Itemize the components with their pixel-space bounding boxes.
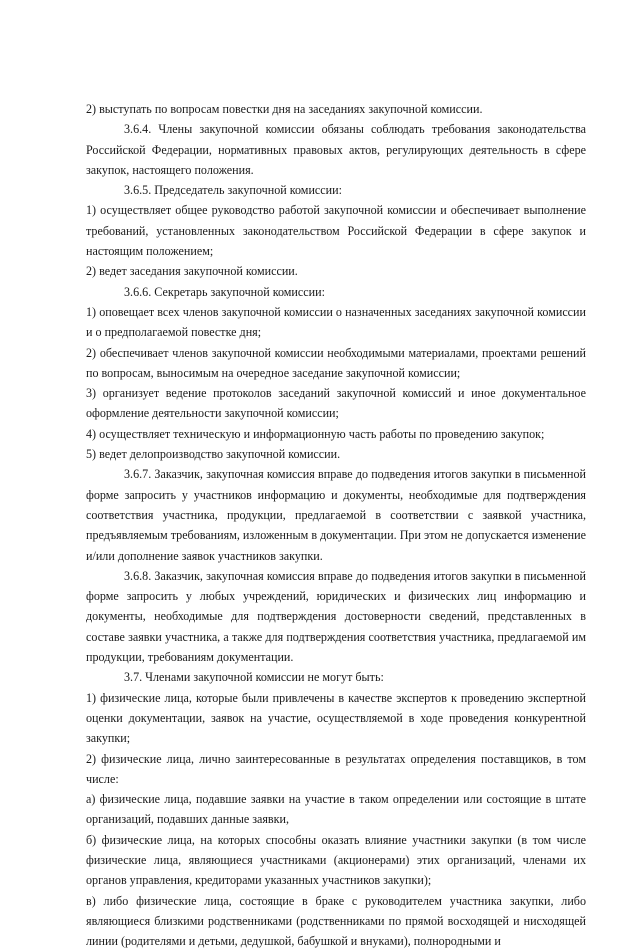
paragraph-18: б) физические лица, на которых способны оказать влияние участники закупки (в том числе физические лица, являющиеся участниками (акционерами) этих организаций, членами их органов управления, кредиторами указанных участников закупки); bbox=[86, 832, 586, 888]
paragraph-2: 3.6.4. Члены закупочной комиссии обязаны соблюдать требования законодательства Российской Федерации, нормативных правовых актов, регулирующих деятельность в сфере закупок, настоящего положения. bbox=[86, 122, 586, 177]
paragraph-3: 3.6.5. Председатель закупочной комиссии: bbox=[124, 183, 342, 198]
paragraph-8: 2) обеспечивает членов закупочной комиссии необходимыми материалами, проектами решений по вопросам, выносимым на очередное заседание закупочной комиссии; bbox=[86, 345, 586, 380]
paragraph-19: в) либо физические лица, состоящие в браке с руководителем участника закупки, либо являющиеся близкими родственниками (родственниками по прямой восходящей и нисходящей линии (родителями и детьми, дедушкой, бабушкой и внуками), полнородными и bbox=[86, 893, 586, 949]
paragraph-10: 4) осуществляет техническую и информационную часть работы по проведению закупок; bbox=[86, 426, 545, 441]
document-body bbox=[86, 99, 586, 951]
paragraph-11: 5) ведет делопроизводство закупочной комиссии. bbox=[86, 447, 341, 462]
paragraph-12: 3.6.7. Заказчик, закупочная комиссия вправе до подведения итогов закупки в письменной форме запросить у участников информацию и документы, необходимые для подтверждения соответствия участника, продукции, предлагаемой в соответствии с заявкой участника, предъявляемым требованиям, изложенным в документации. При этом не допускается изменение и/или дополнение заявок участников закупки. bbox=[86, 467, 586, 563]
paragraph-4: 1) осуществляет общее руководство работой закупочной комиссии и обеспечивает выполнение требований, установленных законодательством Российской Федерации в сфере закупок и настоящим положением; bbox=[86, 203, 586, 259]
paragraph-5: 2) ведет заседания закупочной комиссии. bbox=[86, 264, 298, 279]
paragraph-16: 2) физические лица, лично заинтересованные в результатах определения поставщиков, в том числе: bbox=[86, 751, 586, 786]
paragraph-7: 1) оповещает всех членов закупочной комиссии о назначенных заседаниях закупочной комиссии и о предполагаемой повестке дня; bbox=[86, 304, 586, 340]
paragraph-6: 3.6.6. Секретарь закупочной комиссии: bbox=[124, 284, 325, 299]
paragraph-17: а) физические лица, подавшие заявки на участие в таком определении или состоящие в штате организаций, подавших данные заявки, bbox=[86, 792, 586, 827]
paragraph-1: 2) выступать по вопросам повестки дня на заседаниях закупочной комиссии. bbox=[86, 102, 483, 116]
paragraph-13: 3.6.8. Заказчик, закупочная комиссия вправе до подведения итогов закупки в письменной форме запросить у любых учреждений, юридических и физических лиц информацию и документы, необходимые для подтверждения достоверности сведений, представленных в составе заявки участника, а также для подтверждения соответствия участника, предлагаемой им продукции, требованиям документации. bbox=[86, 568, 586, 665]
paragraph-15: 1) физические лица, которые были привлечены в качестве экспертов к проведению экспертной оценки документации, заявок на участие, осуществляемой в ходе проведения конкурентной закупки; bbox=[86, 690, 586, 746]
paragraph-9: 3) организует ведение протоколов заседаний закупочной комиссий и иное документальное оформление деятельности закупочной комиссии; bbox=[86, 386, 586, 421]
paragraph-14: 3.7. Членами закупочной комиссии не могут быть: bbox=[124, 670, 384, 685]
